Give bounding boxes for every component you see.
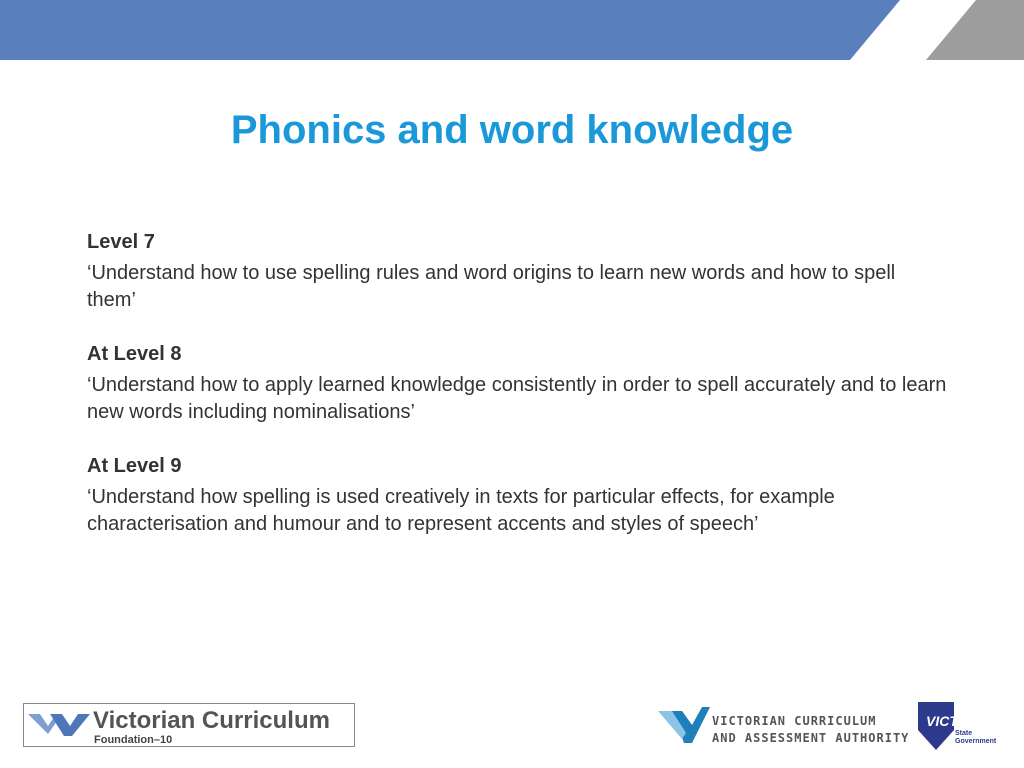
vcaa-line-1: VICTORIAN CURRICULUM <box>712 714 877 728</box>
level-heading: At Level 8 <box>87 343 182 365</box>
victorian-curriculum-logo <box>23 703 355 747</box>
victoria-logo-name: VICTORIA <box>926 713 993 729</box>
vcaa-logo-text <box>712 713 909 747</box>
level-description: ‘Understand how to use spelling rules and word origins to learn new words and how to spell them’ <box>87 262 896 311</box>
vc-logo-subtitle: Foundation–10 <box>94 734 173 746</box>
level-description: ‘Understand how spelling is used creatively in texts for particular effects, for example characterisation and humour and to represent accents and styles of speech’ <box>87 486 835 535</box>
vc-chevron-icon <box>28 710 90 738</box>
level-description: ‘Understand how to apply learned knowledge consistently in order to spell accurately and to learn new words including nominalisations’ <box>87 374 947 423</box>
victoria-sub-line-2: Government <box>955 738 997 745</box>
vcaa-line-2: AND ASSESSMENT AUTHORITY <box>712 731 910 745</box>
level-9-section <box>87 452 947 538</box>
content-area <box>87 228 947 564</box>
level-heading: At Level 9 <box>87 455 182 477</box>
vc-logo-name: Victorian Curriculum <box>93 707 330 734</box>
victoria-logo-subtitle <box>955 730 1003 746</box>
level-7-section <box>87 228 947 314</box>
page-title: Phonics and word knowledge <box>230 108 794 152</box>
level-heading: Level 7 <box>87 231 155 253</box>
level-8-section <box>87 340 947 426</box>
vcaa-chevron-icon <box>658 703 710 745</box>
header-band <box>0 0 1024 60</box>
victoria-sub-line-1: State <box>955 730 973 737</box>
